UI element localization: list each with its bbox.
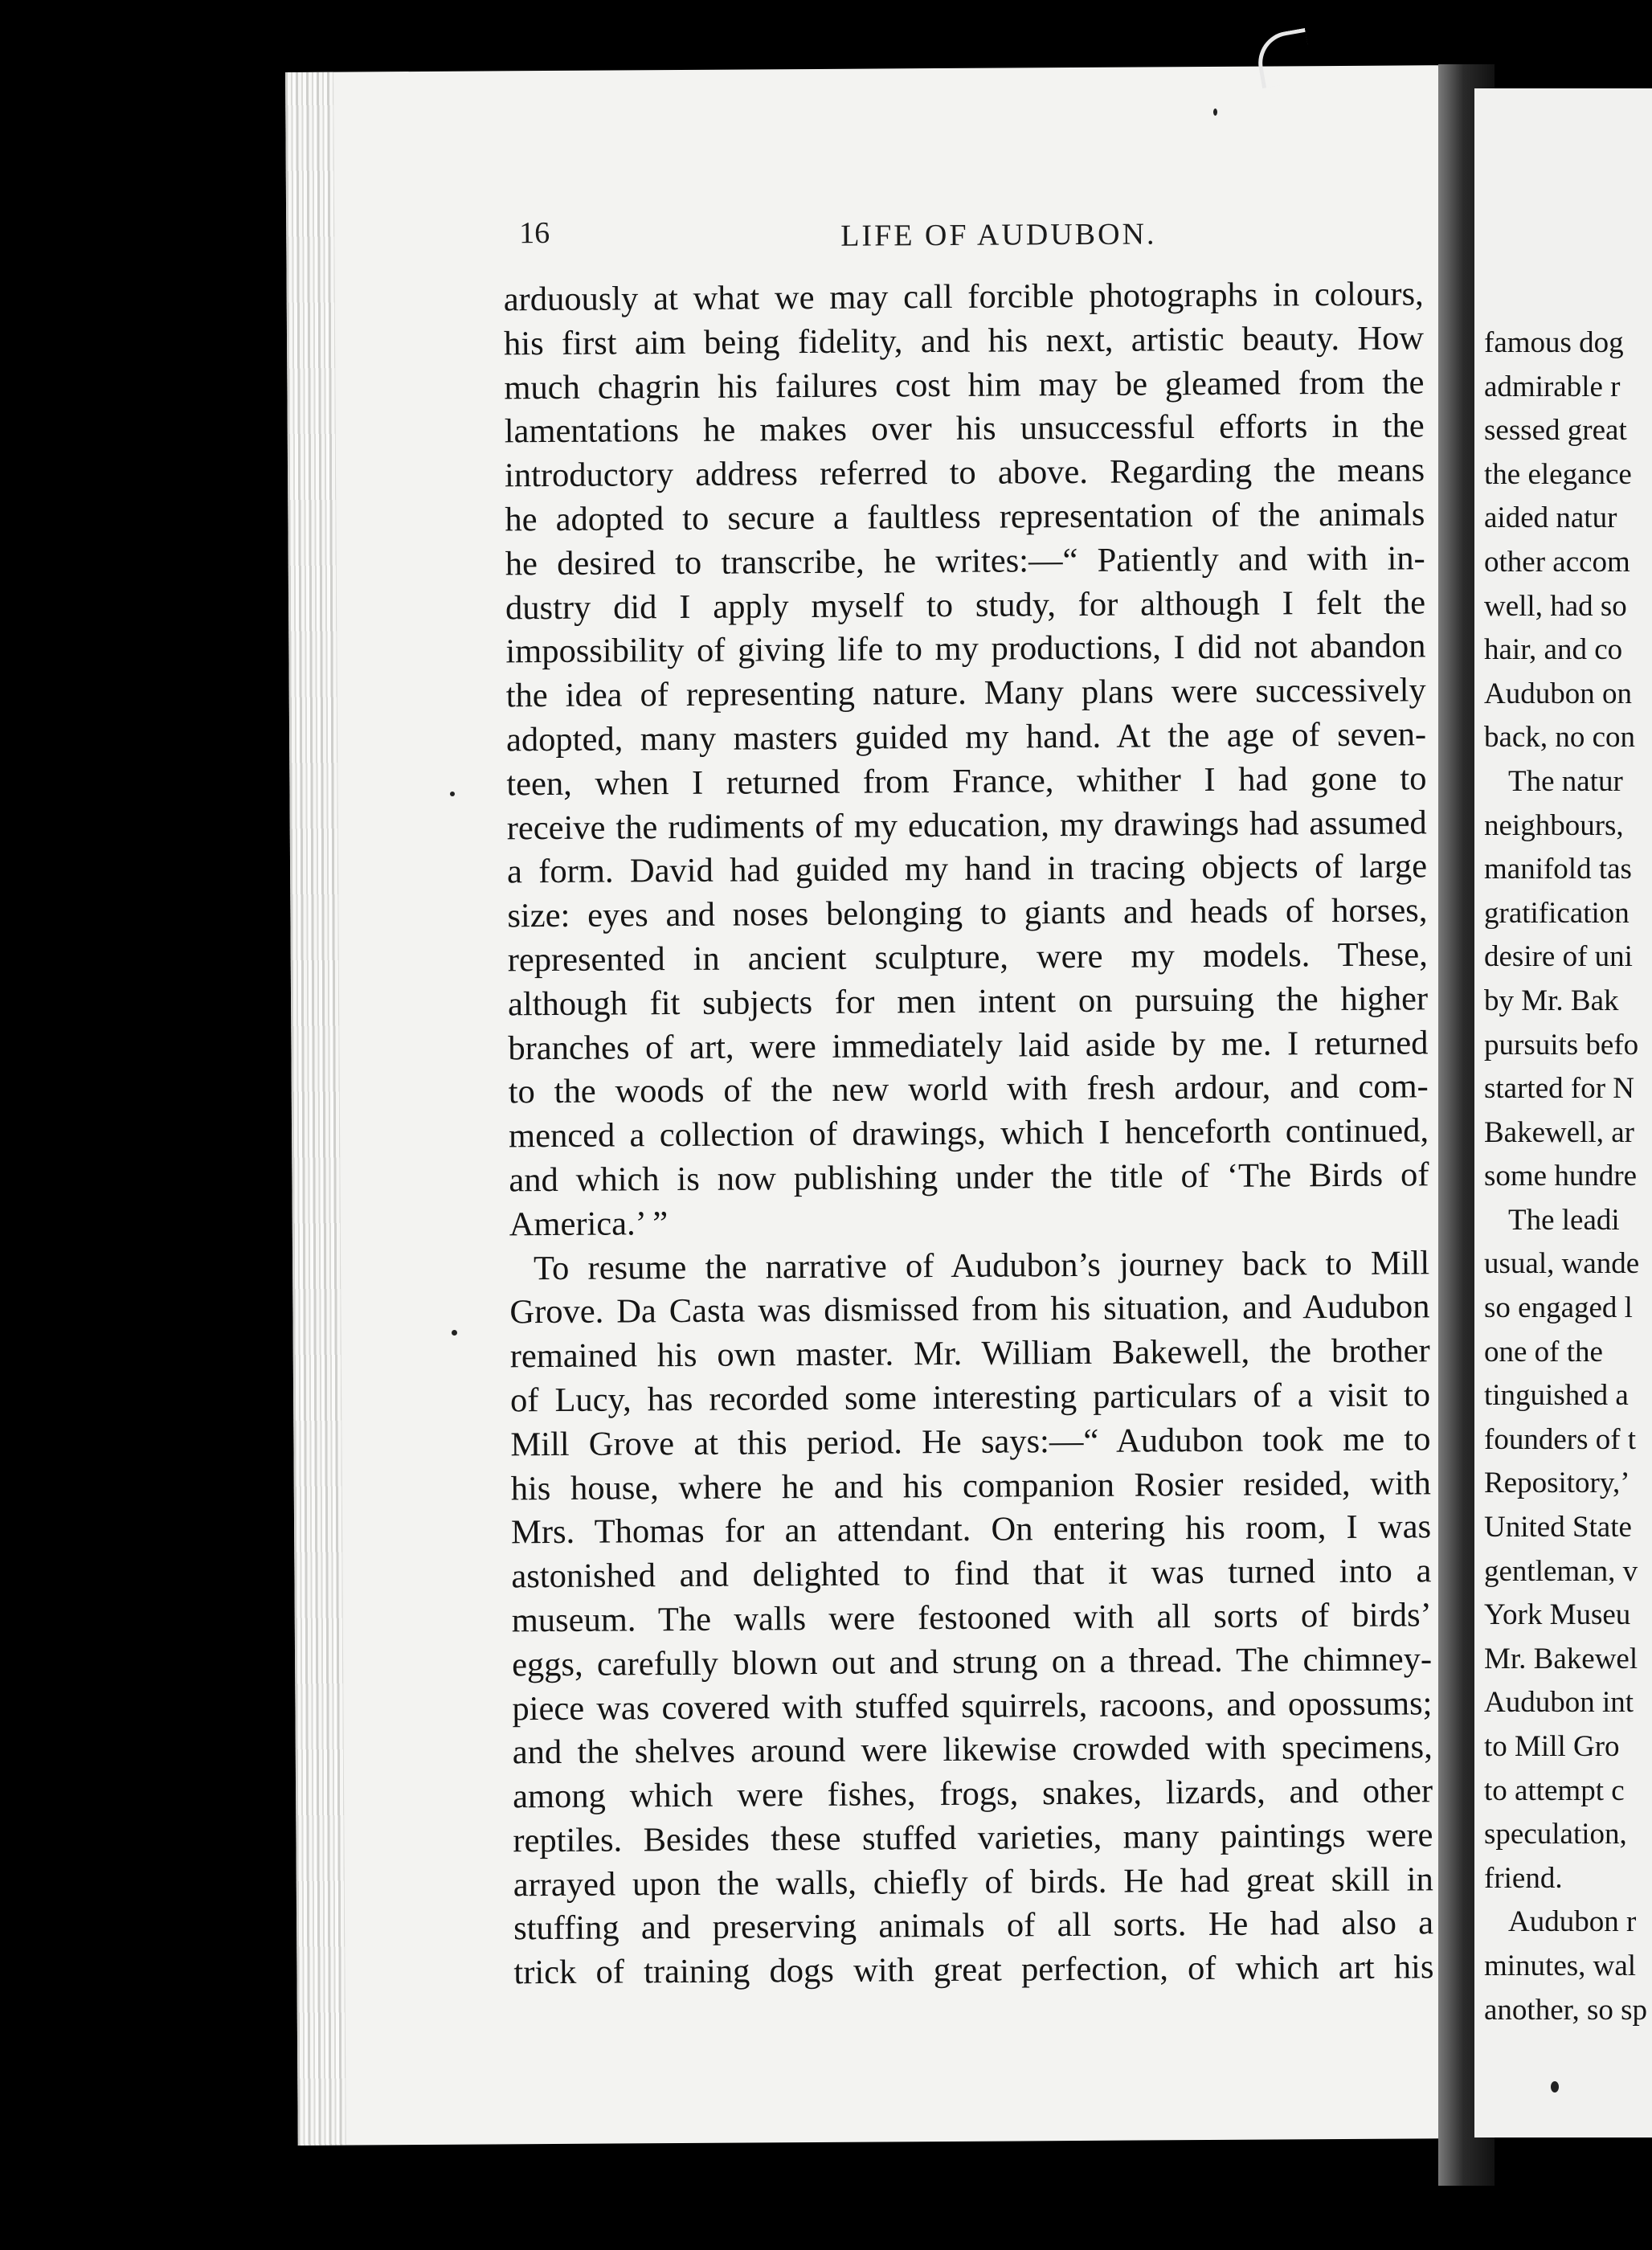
facing-text-line: manifold tas [1484,853,1632,886]
text-line: of Lucy, has recorded some interesting particulars of a visit to [509,1376,1431,1420]
facing-page-text [1484,321,1652,2032]
facing-text-line: back, no con [1484,721,1636,755]
facing-text-line: hair, and co [1484,633,1623,667]
facing-text-line: the elegance [1484,457,1632,491]
text-line: dustry did I apply myself to study, for although I felt the [505,583,1426,627]
text-line: remained his own master. Mr. William Bakewell, the brother [509,1332,1430,1376]
text-line: trick of training dogs with great perfection, of which art his [513,1948,1434,1992]
text-line: lamentations he makes over his unsuccessful efforts in the [504,407,1425,451]
facing-text-line: The leadi [1508,1203,1620,1237]
facing-text-line: Mr. Bakewel [1484,1642,1638,1675]
text-line: represented in ancient sculpture, were my models. These, [507,935,1428,980]
facing-text-line: desire of uni [1484,940,1633,974]
left-page [285,65,1451,2146]
facing-text-line: famous dog [1484,326,1624,359]
text-line: Mill Grove at this period. He says:—“ Audubon took me to [510,1420,1431,1464]
facing-text-line: usual, wande [1484,1247,1640,1281]
text-line: receive the rudiments of my education, my drawings had assumed [506,803,1427,847]
text-line: introductory address referred to above. Regarding the means [504,451,1425,495]
text-line: his first aim being fidelity, and his next, artistic beauty. How [503,319,1425,363]
facing-text-line: to Mill Gro [1484,1730,1620,1763]
text-line: Grove. Da Casta was dismissed from his situation, and Audubon [509,1287,1430,1332]
facing-text-line: Repository,’ [1484,1467,1630,1500]
text-line: stuffing and preserving animals of all sorts. He had also a [513,1904,1434,1948]
facing-text-line: Audubon r [1508,1905,1637,1939]
text-line: reptiles. Besides these stuffed varieties, many paintings were [513,1816,1433,1860]
page-header [519,210,1415,272]
page-edge [285,72,346,2146]
facing-text-line: neighbours, [1484,808,1624,842]
text-line: adopted, many masters guided my hand. At the age of seven- [505,715,1427,759]
page-number: 16 [519,215,550,251]
facing-text-line: pursuits befo [1484,1028,1639,1062]
text-line: arrayed upon the walls, chiefly of birds. He had great skill in [513,1860,1433,1904]
text-line: and which is now publishing under the title of ‘The Birds of [509,1156,1429,1200]
facing-text-line: Audubon int [1484,1686,1634,1720]
facing-text-line: Bakewell, ar [1484,1115,1634,1149]
facing-text-line: York Museu [1484,1598,1631,1632]
facing-text-line: started for N [1484,1072,1634,1106]
text-line: his house, where he and his companion Rosier resided, with [510,1463,1431,1508]
facing-text-line: speculation, [1484,1818,1627,1851]
text-line: size: eyes and noses belonging to giants and heads of horses, [507,891,1428,935]
dust-speck [450,792,455,796]
text-line: to the woods of the new world with fresh ardour, and com- [508,1067,1429,1111]
text-line: a form. David had guided my hand in tracing objects of large [506,847,1428,891]
text-line: he desired to transcribe, he writes:—“ Patiently and with in- [505,539,1425,583]
facing-text-line: to attempt c [1484,1773,1625,1807]
facing-text-line: another, so sp [1484,1993,1648,2027]
text-line: arduously at what we may call forcible photographs in colours, [503,275,1424,319]
text-line: he adopted to secure a faultless representation of the animals [505,495,1425,539]
facing-text-line: Audubon on [1484,677,1632,710]
facing-text-line: minutes, wal [1484,1949,1637,1982]
facing-text-line: by Mr. Bak [1484,984,1619,1017]
body-text [504,272,1434,1995]
text-line: and the shelves around were likewise crowded with specimens, [512,1728,1433,1772]
facing-text-line: well, had so [1484,589,1627,623]
text-line: branches of art, were immediately laid aside by me. I returned [508,1023,1429,1067]
facing-text-line: gentleman, v [1484,1554,1638,1588]
text-line: menced a collection of drawings, which I henceforth continued, [508,1111,1429,1156]
dust-speck [452,1330,457,1336]
text-line: piece was covered with stuffed squirrels, racoons, and opossums; [512,1683,1433,1728]
facing-text-line: founders of t [1484,1422,1637,1456]
text-line: eggs, carefully blown out and strung on a thread. The chimney- [511,1640,1433,1684]
text-line: America.’ ” [509,1204,669,1244]
facing-text-line: other accom [1484,545,1630,579]
facing-text-line: gratification [1484,896,1630,930]
text-line: To resume the narrative of Audubon’s journey back to Mill [533,1243,1430,1287]
facing-text-line: The natur [1508,764,1623,798]
running-head: LIFE OF AUDUBON. [840,217,1157,253]
facing-text-line: admirable r [1484,370,1621,403]
text-line: astonished and delighted to find that it was turned into a [511,1552,1432,1596]
dust-speck [1213,108,1217,116]
dust-speck [1551,2081,1559,2092]
text-line: among which were fishes, frogs, snakes, lizards, and other [512,1772,1433,1816]
facing-text-line: some hundre [1484,1160,1638,1193]
facing-text-line: one of the [1484,1335,1603,1368]
facing-text-line: tinguished a [1484,1379,1629,1413]
text-line: impossibility of giving life to my productions, I did not abandon [505,627,1426,671]
facing-text-line: United State [1484,1511,1632,1544]
facing-text-line: aided natur [1484,501,1617,535]
scan-artifact [1253,28,1314,88]
text-line: the idea of representing nature. Many plans were successively [505,671,1426,715]
facing-text-line: sessed great [1484,414,1627,448]
text-line: teen, when I returned from France, whither I had gone to [506,759,1427,804]
facing-text-line: friend. [1484,1861,1563,1895]
facing-page [1474,88,1652,2138]
text-line: much chagrin his failures cost him may be gleamed from the [504,362,1425,407]
text-line: Mrs. Thomas for an attendant. On entering his room, I was [510,1508,1432,1552]
text-line: although fit subjects for men intent on pursuing the higher [507,980,1429,1024]
text-line: museum. The walls were festooned with all sorts of birds’ [511,1596,1432,1640]
facing-text-line: so engaged l [1484,1291,1633,1325]
